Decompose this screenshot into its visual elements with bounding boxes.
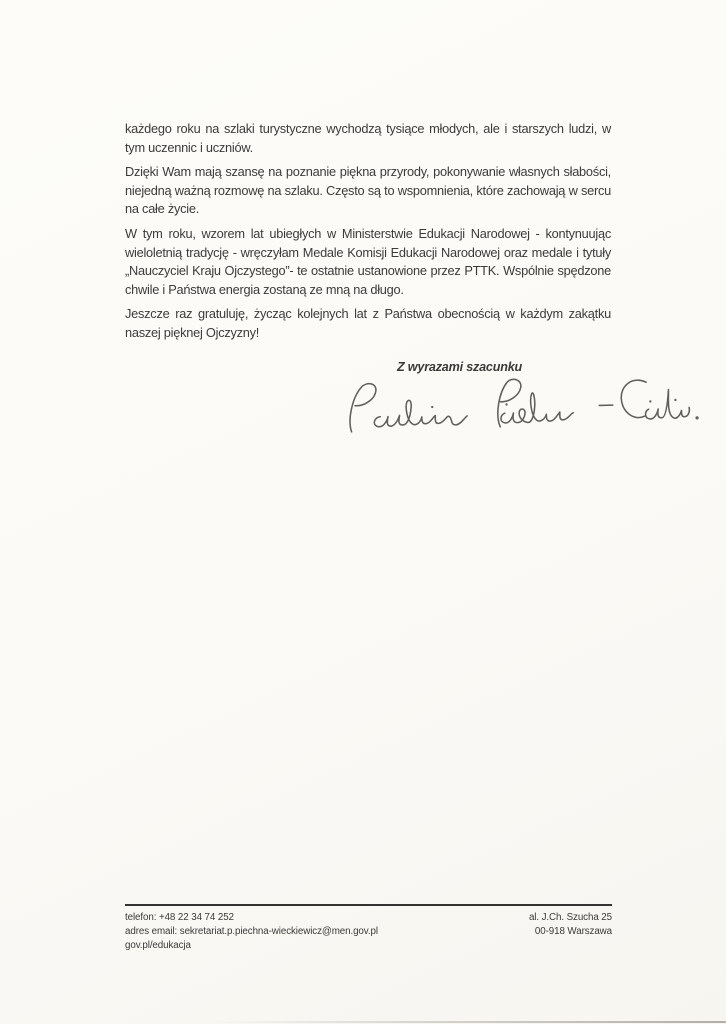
footer-address-line2: 00-918 Warszawa — [534, 926, 612, 937]
letter-paragraph-3: W tym roku, wzorem lat ubiegłych w Ministerstwie Edukacji Narodowej - kontynuując wieloletnią tradycję - wręczyłam Medale Komisji Edukacji Narodowej oraz medale i tytuły „Nauczyciel Kraju Ojczystego”- te ostatnie ustanowione przez PTTK. Wspólnie spędzone chwile i Państwa energia zostaną ze mną na długo. — [125, 225, 611, 297]
scan-edge-artifact — [215, 1021, 726, 1023]
footer-address-block — [529, 911, 612, 953]
footer-phone: telefon: +48 22 34 74 252 — [125, 912, 234, 923]
footer — [125, 904, 612, 953]
footer-address-line1: al. J.Ch. Szucha 25 — [528, 912, 612, 923]
letter-paragraph-4: Jeszcze raz gratuluję, życząc kolejnych lat z Państwa obecnością w każdym zakątku naszej pięknej Ojczyzny! — [125, 306, 611, 340]
letter-paragraph-2: Dzięki Wam mają szansę na poznanie piękna przyrody, pokonywanie własnych słabości, niejedną ważną rozmowę na szlaku. Często są to wspomnienia, które zachowają w sercu na całe życie. — [125, 164, 611, 217]
letter-paragraph-1: każdego roku na szlaki turystyczne wychodzą tysiące młodych, ale i starszych ludzi, w tym uczennic i uczniów. — [125, 121, 611, 155]
footer-contact-block — [125, 911, 378, 953]
letter-body — [125, 120, 611, 435]
signature-handwriting — [344, 376, 611, 438]
closing-salutation: Z wyrazami szacunku — [397, 359, 522, 374]
footer-website: gov.pl/edukacja — [125, 940, 191, 951]
footer-email: adres email: sekretariat.p.piechna-wieckiewicz@men.gov.pl — [125, 926, 378, 937]
